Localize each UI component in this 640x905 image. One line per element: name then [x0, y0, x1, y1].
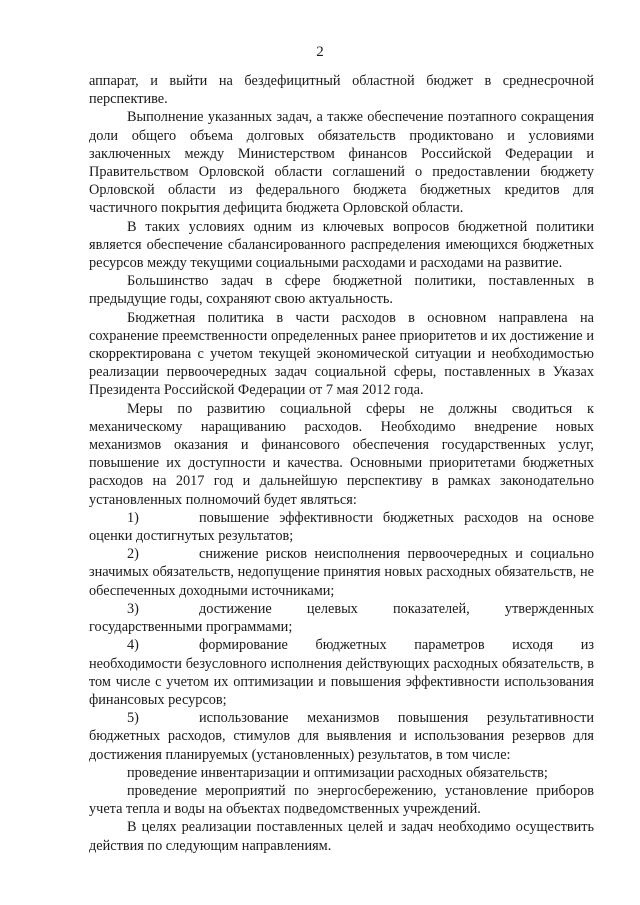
paragraph: Бюджетная политика в части расходов в основном направлена на сохранение преемственности определенных ранее приоритетов и их достижение и скорректирована с учетом текущей экономической ситуации и необходимостью реализации первоочередных задач социальной сферы, поставленных в Указах Президента Российской Федерации от 7 мая 2012 года. [89, 309, 594, 399]
list-item-text: повышение эффективности бюджетных расходов на основе оценки достигнутых результатов; [89, 509, 594, 545]
list-item-number: 3) [127, 600, 139, 617]
list-item-text: достижение целевых показателей, утвержденных государственными программами; [89, 600, 594, 636]
list-item [89, 709, 594, 764]
list-item-number: 1) [127, 509, 139, 526]
paragraph: В таких условиях одним из ключевых вопросов бюджетной политики является обеспечение сбалансированного распределения имеющихся бюджетных ресурсов между текущими социальными расходами и расходами на развитие. [89, 218, 594, 272]
list-item-number: 2) [127, 546, 139, 563]
page-number: 2 [316, 44, 324, 60]
paragraph: Большинство задач в сфере бюджетной политики, поставленных в предыдущие годы, сохраняют свою актуальность. [89, 273, 594, 308]
paragraph: В целях реализации поставленных целей и задач необходимо осуществить действия по следующим направлениям. [89, 819, 594, 854]
list-item-text: использование механизмов повышения результативности бюджетных расходов, стимулов для выявления и использования резервов для достижения планируемых (установленных) результатов, в том числе: [89, 710, 594, 763]
document-body [89, 72, 594, 855]
list-item [89, 509, 594, 545]
list-item-text: формирование бюджетных параметров исходя из необходимости безусловного исполнения действующих расходных обязательств, в том числе с учетом их оптимизации и повышения эффективности использования финансовых ресурсов; [89, 637, 594, 708]
sub-paragraph: проведение мероприятий по энергосбережению, установление приборов учета тепла и воды на объектах подведомственных учреждений. [89, 782, 594, 818]
list-item-text: снижение рисков неисполнения первоочередных и социально значимых обязательств, недопущение принятия новых расходных обязательств, не обеспеченных доходными источниками; [89, 546, 594, 599]
list-item [89, 600, 594, 636]
list-item-number: 4) [127, 637, 139, 654]
paragraph: Выполнение указанных задач, а также обеспечение поэтапного сокращения доли общего объема долговых обязательств продиктовано и условиями заключенных между Министерством финансов Российской Федерации и Правительством Орловской области соглашений о предоставлении бюджету Орловской области из федерального бюджета бюджетных кредитов для частичного покрытия дефицита бюджета Орловской области. [89, 109, 594, 217]
paragraph-continuation: аппарат, и выйти на бездефицитный областной бюджет в среднесрочной перспективе. [89, 73, 594, 108]
paragraph: Меры по развитию социальной сферы не должны сводиться к механическому наращиванию расходов. Необходимо внедрение новых механизмов оказания и финансового обеспечения государственных услуг, повышение их доступности и качества. Основными приоритетами бюджетных расходов на 2017 год и дальнейшую перспективу в рамках законодательно установленных полномочий будет являться: [89, 400, 594, 508]
list-item [89, 636, 594, 709]
sub-paragraph: проведение инвентаризации и оптимизации расходных обязательств; [127, 764, 548, 781]
list-item-number: 5) [127, 710, 139, 727]
list-item [89, 545, 594, 600]
